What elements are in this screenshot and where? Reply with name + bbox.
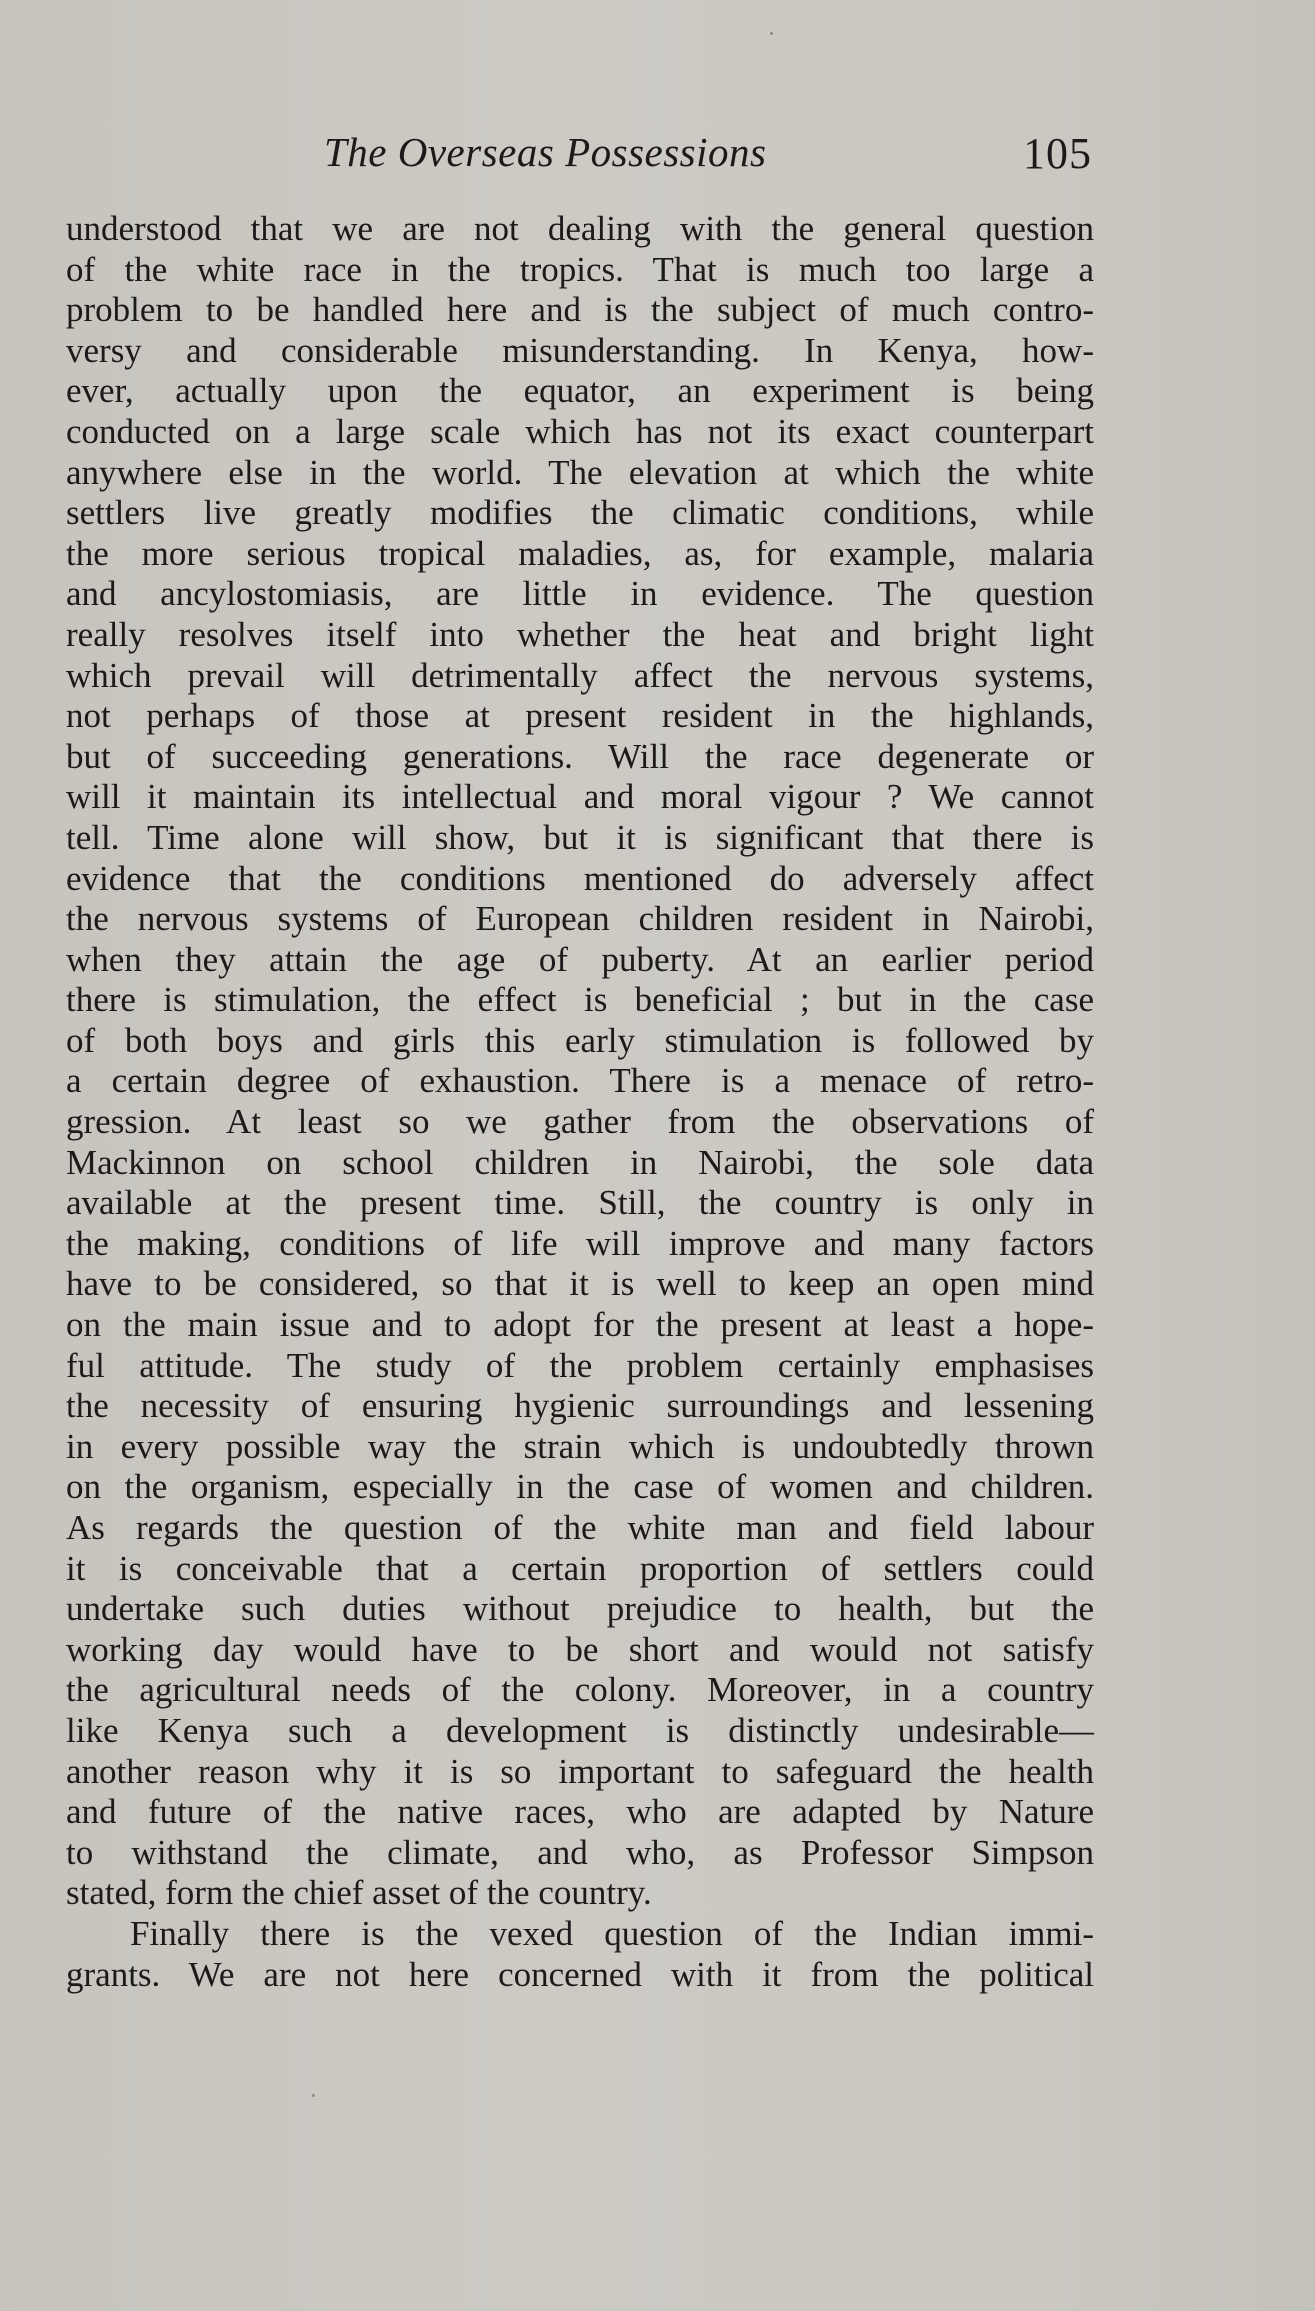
text-line: not perhaps of those at present resident in the highlands,: [66, 696, 1094, 736]
text-line: on the main issue and to adopt for the present at least a hope-: [66, 1305, 1094, 1345]
text-line: when they attain the age of puberty. At an earlier period: [66, 939, 1094, 979]
text-line: another reason why it is so important to safeguard the health: [66, 1751, 1094, 1791]
text-line: settlers live greatly modifies the climatic conditions, while: [66, 493, 1094, 533]
text-line: conducted on a large scale which has not its exact counterpart: [66, 411, 1094, 451]
text-line: the more serious tropical maladies, as, for example, malaria: [66, 533, 1094, 573]
text-line: available at the present time. Still, the country is only in: [66, 1183, 1094, 1223]
text-line: of the white race in the tropics. That is much too large a: [66, 249, 1094, 289]
text-line: really resolves itself into whether the heat and bright light: [66, 614, 1094, 654]
text-line: tell. Time alone will show, but it is significant that there is: [66, 817, 1094, 857]
running-title: The Overseas Possessions: [324, 129, 767, 175]
text-line: which prevail will detrimentally affect the nervous systems,: [66, 655, 1094, 695]
text-line: the making, conditions of life will improve and many factors: [66, 1223, 1094, 1263]
text-line: ever, actually upon the equator, an experiment is being: [66, 371, 1094, 411]
text-line: the agricultural needs of the colony. Moreover, in a country: [66, 1670, 1094, 1710]
text-line: will it maintain its intellectual and moral vigour ? We cannot: [66, 777, 1094, 817]
text-line: Mackinnon on school children in Nairobi, the sole data: [66, 1142, 1094, 1182]
text-line: there is stimulation, the effect is beneficial ; but in the case: [66, 980, 1094, 1020]
text-line: a certain degree of exhaustion. There is a menace of retro-: [66, 1061, 1094, 1101]
text-line: and ancylostomiasis, are little in evidence. The question: [66, 574, 1094, 614]
text-line: on the organism, especially in the case of women and children.: [66, 1467, 1094, 1507]
running-head: [62, 128, 1092, 188]
text-line: ful attitude. The study of the problem certainly emphasises: [66, 1345, 1094, 1385]
text-line: grants. We are not here concerned with it from the political: [66, 1954, 1094, 1994]
body-text: [66, 209, 1094, 1995]
text-line: it is conceivable that a certain proportion of settlers could: [66, 1548, 1094, 1588]
text-line: problem to be handled here and is the subject of much contro-: [66, 290, 1094, 330]
text-line: undertake such duties without prejudice to health, but the: [66, 1589, 1094, 1629]
text-line: gression. At least so we gather from the observations of: [66, 1102, 1094, 1142]
paragraph-start-line: Finally there is the vexed question of the Indian immi-: [130, 1913, 1094, 1953]
text-line: working day would have to be short and would not satisfy: [66, 1629, 1094, 1669]
text-line: evidence that the conditions mentioned do adversely affect: [66, 858, 1094, 898]
text-line: As regards the question of the white man and field labour: [66, 1508, 1094, 1547]
text-line: and future of the native races, who are adapted by Nature: [66, 1792, 1094, 1832]
text-line: have to be considered, so that it is well to keep an open mind: [66, 1264, 1094, 1304]
text-line: the nervous systems of European children resident in Nairobi,: [66, 899, 1094, 939]
text-line: but of succeeding generations. Will the race degenerate or: [66, 736, 1094, 776]
text-line: the necessity of ensuring hygienic surroundings and lessening: [66, 1386, 1094, 1426]
text-line: versy and considerable misunderstanding. In Kenya, how-: [66, 330, 1094, 370]
text-line: of both boys and girls this early stimulation is followed by: [66, 1020, 1094, 1060]
paper-speck: [312, 2094, 315, 2097]
text-line: to withstand the climate, and who, as Professor Simpson: [66, 1832, 1094, 1872]
text-line: understood that we are not dealing with the general question: [66, 209, 1094, 248]
text-line: like Kenya such a development is distinctly undesirable—: [66, 1710, 1094, 1750]
text-line: anywhere else in the world. The elevation at which the white: [66, 452, 1094, 492]
page-number: 105: [1023, 129, 1092, 178]
paragraph-end-line: stated, form the chief asset of the country.: [66, 1873, 652, 1913]
paper-speck: [770, 32, 773, 35]
text-line: in every possible way the strain which is undoubtedly thrown: [66, 1426, 1094, 1466]
